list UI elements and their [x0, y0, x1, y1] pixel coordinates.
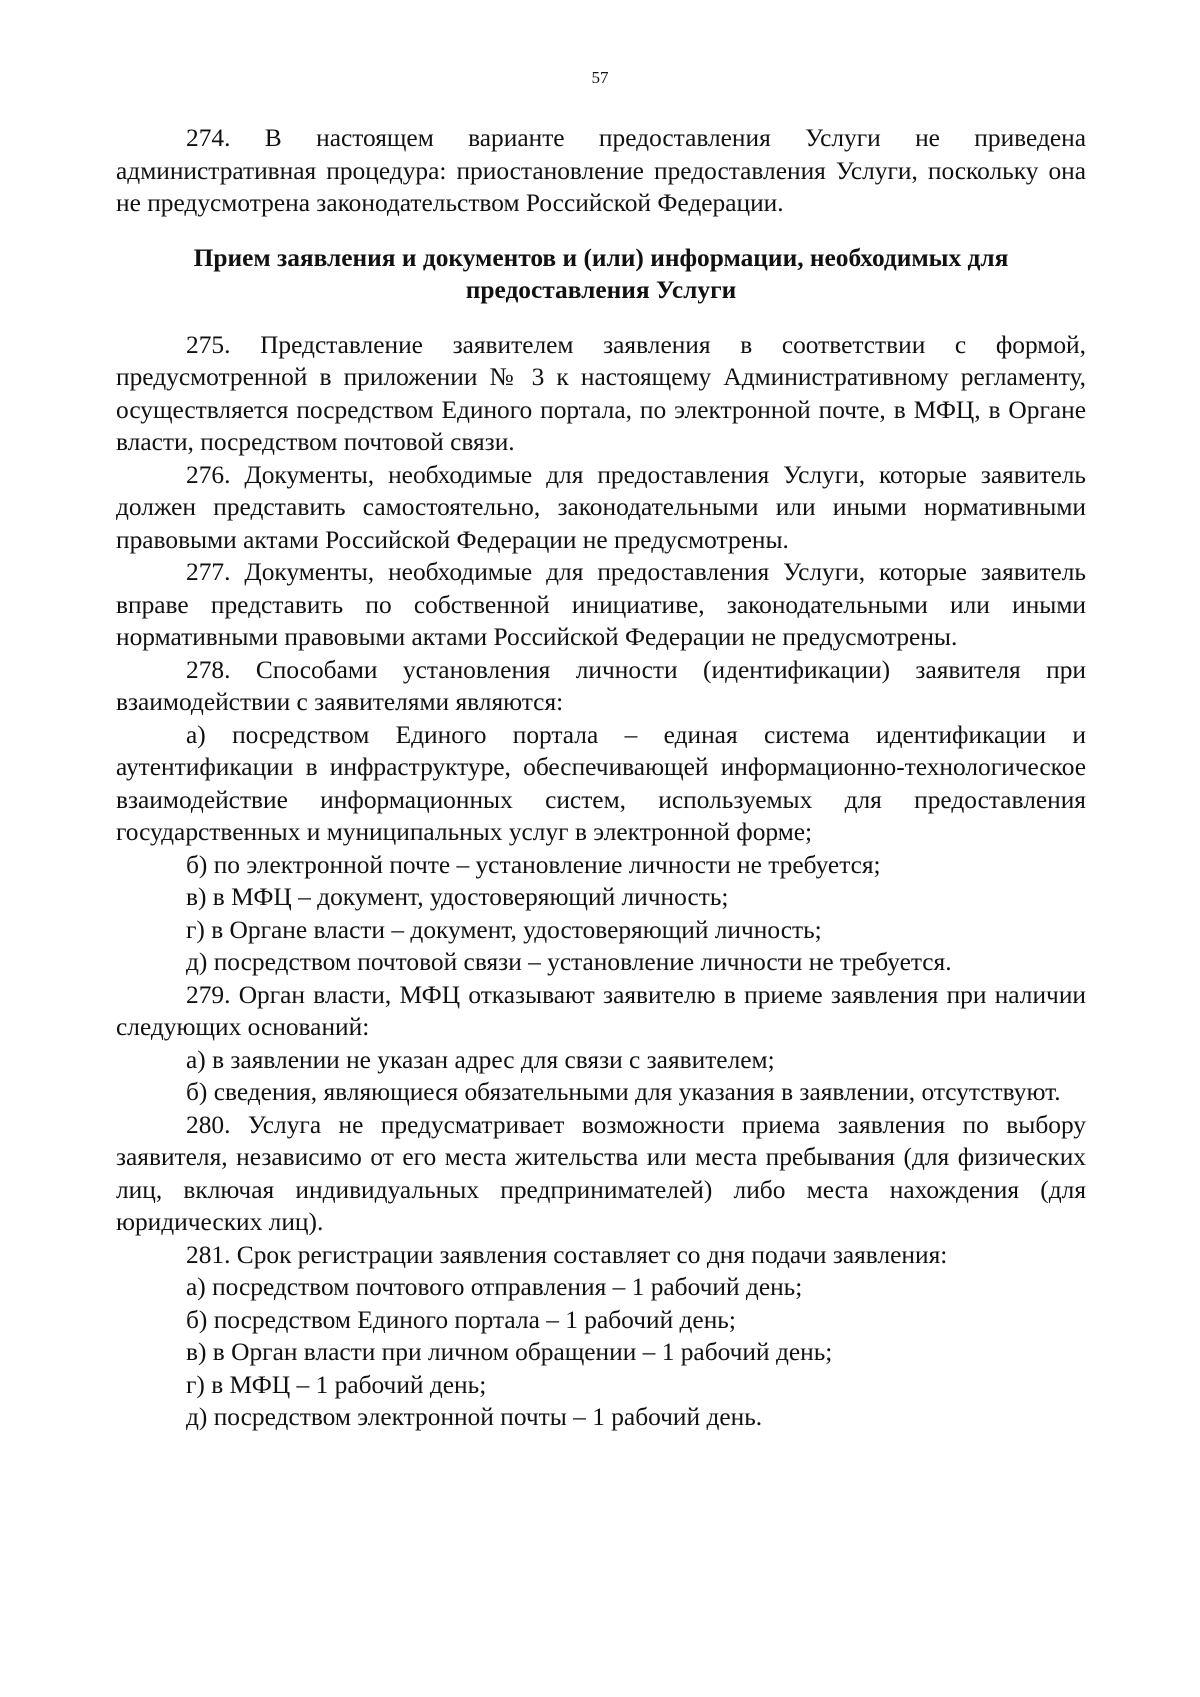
section-heading: [116, 242, 1086, 307]
paragraph-279: 279. Орган власти, МФЦ отказывают заявителю в приеме заявления при наличии следующих оснований:: [116, 980, 1086, 1041]
list-item-278-a: а) посредством Единого портала – единая система идентификации и аутентификации в инфраструктуре, обеспечивающей информационно-технологическое взаимодействие информационных систем, используемых для предоставления государственных и муниципальных услуг в электронной форме;: [116, 720, 1086, 846]
list-item-278-b: б) по электронной почте – установление личности не требуется;: [186, 850, 881, 879]
list-item-278-d: д) посредством почтовой связи – установление личности не требуется.: [186, 948, 952, 976]
paragraph-280: 280. Услуга не предусматривает возможности приема заявления по выбору заявителя, независимо от его места жительства или места пребывания (для физических лиц, включая индивидуальных предпринимателей) либо места нахождения (для юридических лиц).: [116, 1110, 1086, 1236]
paragraph-277: 277. Документы, необходимые для предоставления Услуги, которые заявитель вправе представить по собственной инициативе, законодательными или иными нормативными правовыми актами Российской Федерации не предусмотрены.: [116, 558, 1086, 651]
section-heading-line-2: предоставления Услуги: [465, 276, 737, 304]
list-item-281-a: а) посредством почтового отправления – 1 рабочий день;: [186, 1273, 803, 1301]
list-item-278-v: в) в МФЦ – документ, удостоверяющий личность;: [186, 883, 729, 911]
section-heading-line-1: Прием заявления и документов и (или) информации, необходимых для: [193, 243, 1009, 272]
list-item-279-b: б) сведения, являющиеся обязательными для указания в заявлении, отсутствуют.: [186, 1078, 1061, 1106]
list-item-279-a: а) в заявлении не указан адрес для связи с заявителем;: [186, 1045, 775, 1074]
document-body: [116, 122, 1086, 1434]
paragraph-278: 278. Способами установления личности (идентификации) заявителя при взаимодействии с заявителями являются:: [116, 655, 1086, 716]
list-item-281-g: г) в МФЦ – 1 рабочий день;: [186, 1370, 487, 1399]
list-item-281-v: в) в Орган власти при личном обращении – 1 рабочий день;: [186, 1338, 833, 1366]
paragraph-274: 274. В настоящем варианте предоставления Услуги не приведена административная процедура: приостановление предоставления Услуги, поскольку она не предусмотрена законодательством Российской Федерации.: [116, 124, 1086, 217]
paragraph-275: 275. Представление заявителем заявления в соответствии с формой, предусмотренной в приложении № 3 к настоящему Административному регламенту, осуществляется посредством Единого портала, по электронной почте, в МФЦ, в Органе власти, посредством почтовой связи.: [116, 330, 1086, 456]
paragraph-281: 281. Срок регистрации заявления составляет со дня подачи заявления:: [186, 1240, 948, 1269]
list-item-281-d: д) посредством электронной почты – 1 рабочий день.: [186, 1403, 763, 1431]
paragraph-276: 276. Документы, необходимые для предоставления Услуги, которые заявитель должен представить самостоятельно, законодательными или иными нормативными правовыми актами Российской Федерации не предусмотрены.: [116, 460, 1086, 554]
list-item-278-g: г) в Органе власти – документ, удостоверяющий личность;: [186, 915, 822, 944]
page-number: 57: [591, 68, 609, 87]
list-item-281-b: б) посредством Единого портала – 1 рабочий день;: [186, 1305, 736, 1334]
